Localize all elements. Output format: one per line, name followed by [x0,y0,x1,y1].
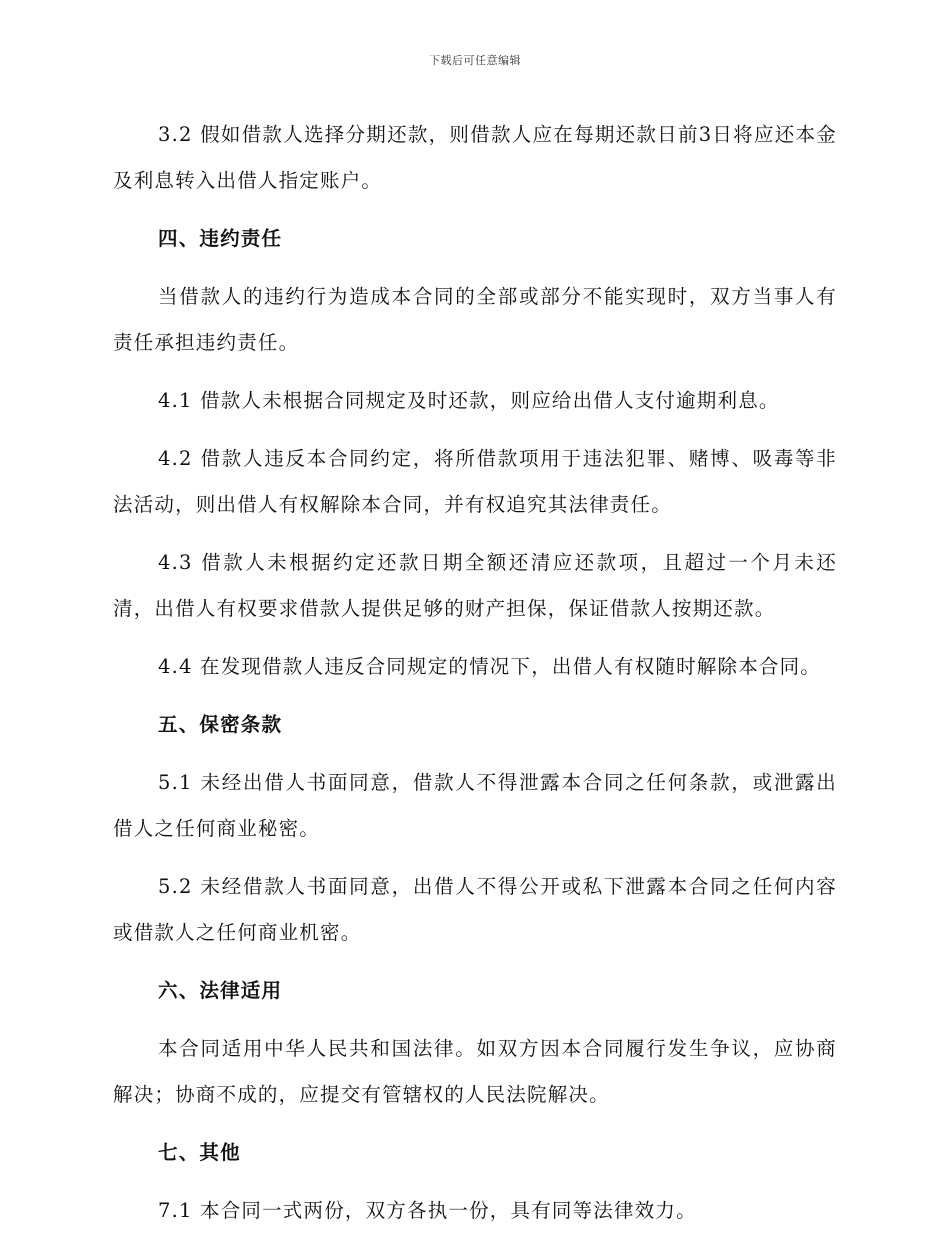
section-5-heading: 五、保密条款 [158,713,283,736]
document-body [113,112,837,1246]
section-7-heading: 七、其他 [158,1141,241,1164]
section-6-body: 本合同适用中华人民共和国法律。如双方因本合同履行发生争议，应协商解决；协商不成的，应提交有管辖权的人民法院解决。 [113,1037,837,1106]
section-4-intro: 当借款人的违约行为造成本合同的全部或部分不能实现时，双方当事人有责任承担违约责任。 [113,285,837,354]
section-6-heading: 六、法律适用 [158,979,283,1002]
clause-3-2: 3.2 假如借款人选择分期还款，则借款人应在每期还款日前3日将应还本金及利息转入出借人指定账户。 [113,123,837,192]
clause-5-1: 5.1 未经出借人书面同意，借款人不得泄露本合同之任何条款，或泄露出借人之任何商业秘密。 [113,771,837,840]
section-4-heading: 四、违约责任 [158,227,283,250]
clause-7-1: 7.1 本合同一式两份，双方各执一份，具有同等法律效力。 [158,1199,697,1222]
page-header-note: 下载后可任意编辑 [429,54,521,67]
clause-4-2: 4.2 借款人违反本合同约定，将所借款项用于违法犯罪、赌博、吸毒等非法活动，则出借人有权解除本合同，并有权追究其法律责任。 [113,447,837,516]
clause-5-2: 5.2 未经借款人书面同意，出借人不得公开或私下泄露本合同之任何内容或借款人之任何商业机密。 [113,875,837,944]
clause-4-3: 4.3 借款人未根据约定还款日期全额还清应还款项，且超过一个月未还清，出借人有权要求借款人提供足够的财产担保，保证借款人按期还款。 [113,551,837,620]
clause-4-1: 4.1 借款人未根据合同规定及时还款，则应给出借人支付逾期利息。 [158,389,780,412]
clause-4-4: 4.4 在发现借款人违反合同规定的情况下，出借人有权随时解除本合同。 [158,655,822,678]
